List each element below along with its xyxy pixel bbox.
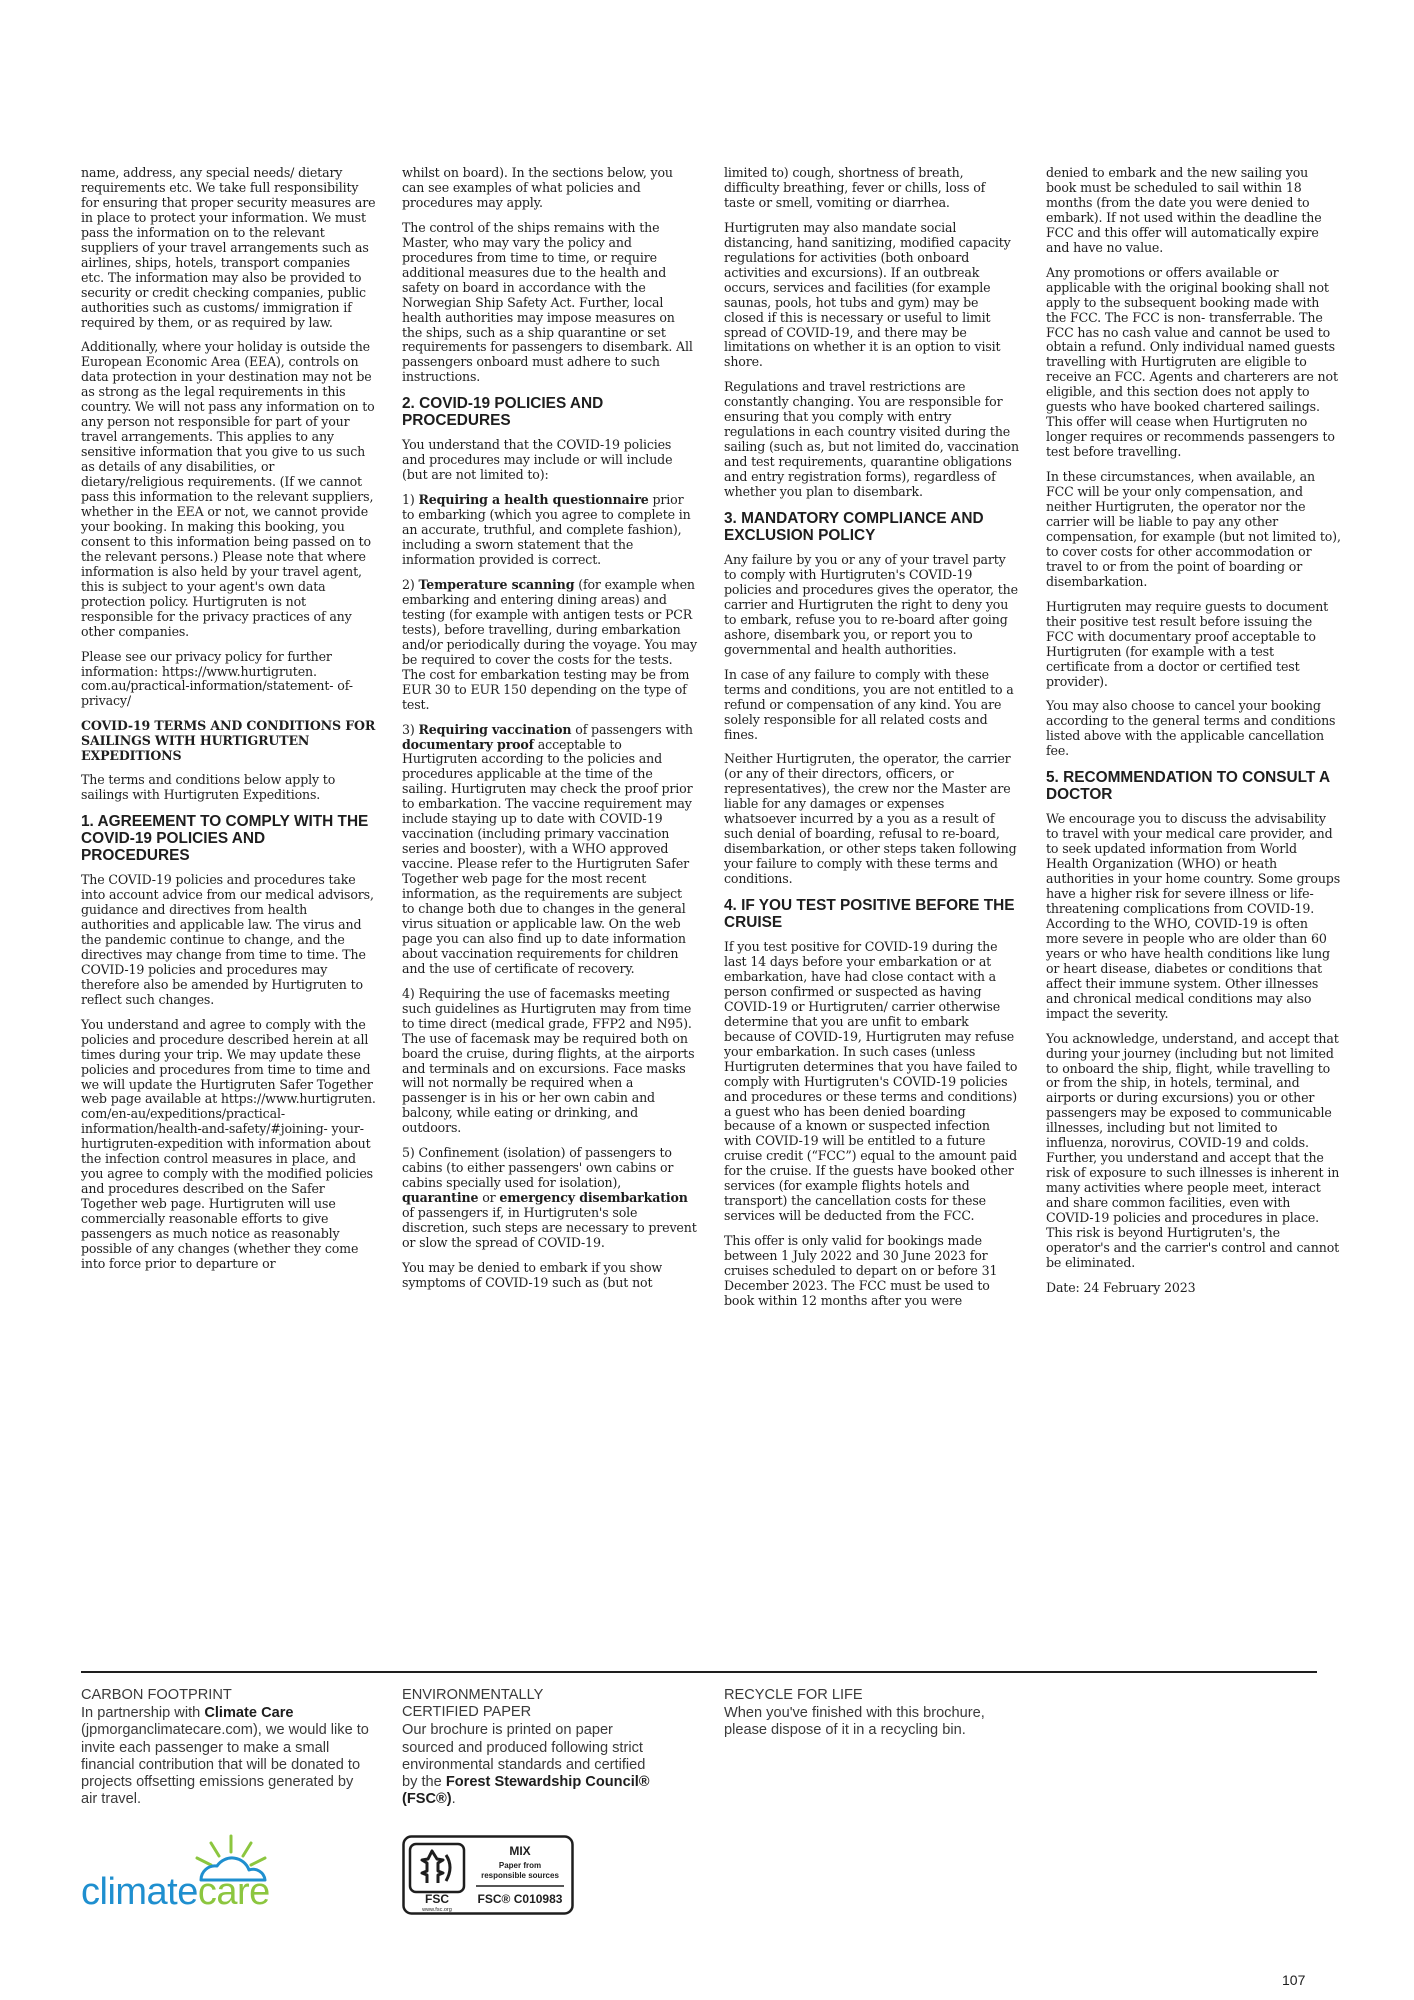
footer-text: In partnership with Climate Care (jpmorganclimatecare.com), we would like to invite each passenger to make a small financial contribution that will be donated to projects offsetting emissions generated by air travel. [81, 1705, 369, 1808]
list-item: 1) Requiring a health questionnaire prior to embarking (which you agree to complete in an accurate, truthful, and complete fashion), including a sworn statement that the information provided is correct. [402, 492, 691, 568]
svg-text:FSC: FSC [425, 1892, 449, 1906]
section-heading-1: 1. AGREEMENT TO COMPLY WITH THE COVID-19 POLICIES AND PROCEDURES [81, 813, 369, 865]
footer-heading: ENVIRONMENTALLY CERTIFIED PAPER [402, 1687, 544, 1721]
paragraph: Additionally, where your holiday is outside the European Economic Area (EEA), controls on data protection in your destination may not be as strong as the legal requirements in this country. We will not pass any information on to any person not responsible for part of your travel arrangements. This applies to any sensitive information that you give to us such as details of any disabilities, or dietary/religious requirements. (If we cannot pass this information to the relevant suppliers, whether in the EEA or not, we cannot provide your booking. In making this booking, you consent to this information being passed on to the relevant persons.) Please note that where information is also held by your travel agent, this is subject to your agent's own data protection policy. Hurtigruten is not responsible for the privacy practices of any other companies. [81, 339, 375, 639]
list-item: 3) Requiring vaccination of passengers with documentary proof acceptable to Hurtigruten according to the policies and procedures applicable at the time of the sailing. Hurtigruten may check the proof prior to embarkation. The vaccine requirement may include staying up to date with COVID-19 vaccination (including primary vaccination series and booster), with a WHO approved vaccine. Please refer to the Hurtigruten Safer Together web page for the most recent information, as the requirements are subject to change both due to changes in the general virus situation or applicable law. On the web page you can also find up to date information about vaccination requirements for children and the use of certificate of recovery. [402, 721, 693, 976]
footer-heading: CARBON FOOTPRINT [81, 1687, 232, 1703]
page-number: 107 [1282, 1972, 1306, 1988]
svg-text:climatecare: climatecare [81, 1871, 270, 1913]
section-heading-4: 4. IF YOU TEST POSITIVE BEFORE THE CRUISE [724, 897, 1015, 932]
section-heading-2: 2. COVID-19 POLICIES AND PROCEDURES [402, 395, 604, 430]
paragraph: Hurtigruten may require guests to document their positive test result before issuing the FCC with documentary proof acceptable to Hurtigruten (for example with a test certificate from a doctor or certified test provider). [1046, 598, 1329, 689]
section-heading-3: 3. MANDATORY COMPLIANCE AND EXCLUSION POLICY [724, 510, 984, 545]
svg-text:responsible sources: responsible sources [481, 1871, 559, 1880]
paragraph: Hurtigruten may also mandate social distancing, hand sanitizing, modified capacity regulations for activities (both onboard activities and excursions). If an outbreak occurs, services and facilities (for example saunas, pools, hot tubs and gym) may be closed if this is necessary or useful to limit spread of COVID-19, and there may be limitations on whether it is an option to visit shore. [724, 219, 1011, 370]
column-3 [724, 166, 1019, 1319]
paragraph: whilst on board). In the sections below, you can see examples of what policies and procedures may apply. [402, 165, 673, 210]
paragraph: limited to) cough, shortness of breath, difficulty breathing, fever or chills, loss of taste or smell, vomiting or diarrhea. [724, 165, 986, 210]
paragraph: Regulations and travel restrictions are constantly changing. You are responsible for ensuring that you comply with entry regulations in each country visited during the sailing (such as, but not limited do, vaccination and test requirements, quarantine obligations and entry registration forms), regardless of whether you plan to disembark. [724, 379, 1019, 500]
svg-text:Paper from: Paper from [498, 1861, 542, 1870]
paragraph: You may also choose to cancel your booking according to the general terms and conditions listed above with the applicable cancellation fee. [1046, 698, 1336, 759]
fsc-logo [402, 1835, 574, 1915]
svg-text:MIX: MIX [509, 1844, 531, 1858]
footer-text: Our brochure is printed on paper sourced and produced following strict environmental standards and certified by the Forest Stewardship Council® (FSC®). [402, 1722, 650, 1808]
footer-carbon-footprint [81, 1687, 371, 1808]
paragraph: Please see our privacy policy for further information: https://www.hurtigruten. com.au/practical-information/statement- of-privacy/ [81, 648, 353, 709]
paragraph: In case of any failure to comply with these terms and conditions, you are not entitled to a refund or compensation of any kind. You are solely responsible for all related costs and fines. [724, 666, 1014, 742]
paragraph: This offer is only valid for bookings made between 1 July 2022 and 30 June 2023 for cruises scheduled to depart on or before 31 December 2023. The FCC must be used to book within 12 months after you were [724, 1233, 998, 1308]
paragraph: The COVID-19 policies and procedures take into account advice from our medical advisors, guidance and directives from health authorities and applicable law. The virus and the pandemic continue to change, and the directives may change from time to time. The COVID-19 policies and procedures may therefore also be amended by Hurtigruten to reflect such changes. [81, 872, 374, 1007]
paragraph: You may be denied to embark if you show symptoms of COVID-19 such as (but not [402, 1259, 663, 1290]
footer-certified-paper [402, 1687, 692, 1808]
list-item: 4) Requiring the use of facemasks meeting such guidelines as Hurtigruten may from time to time direct (medical grade, FFP2 and N95). The use of facemask may be required both on board the cruise, during flights, at the airports and terminals and on excursions. Face masks will not normally be required when a passenger is in his or her own cabin and balcony, while eating or drinking, and outdoors. [402, 985, 695, 1136]
paragraph: You acknowledge, understand, and accept that during your journey (including but not limited to onboard the ship, flight, while travelling to or from the ship, in hotels, terminal, and airports or during excursions) you or other passengers may be exposed to communicable illnesses, including but not limited to influenza, norovirus, COVID-19 and colds. Further, you understand and accept that the risk of exposure to such illnesses is inherent in many activities where people meet, interact and share common facilities, even with COVID-19 policies and procedures in place. This risk is beyond Hurtigruten's, the operator's and the carrier's control and cannot be eliminated. [1046, 1030, 1340, 1270]
section-heading-covid-terms: COVID-19 TERMS AND CONDITIONS FOR SAILINGS WITH HURTIGRUTEN EXPEDITIONS [81, 718, 376, 764]
document-date: Date: 24 February 2023 [1046, 1279, 1196, 1295]
paragraph: In these circumstances, when available, an FCC will be your only compensation, and neither Hurtigruten, the operator nor the carrier will be liable to pay any other compensation, for example (but not limited to), to cover costs for other accommodation or travel to or from the point of boarding or disembarkation. [1046, 469, 1341, 589]
svg-text:FSC® C010983: FSC® C010983 [477, 1892, 563, 1906]
paragraph: We encourage you to discuss the advisability to travel with your medical care provider, and to seek updated information from World Health Organization (WHO) or heath authorities in your home country. Some groups have a higher risk for severe illness or life-threatening complications from COVID-19. According to the WHO, COVID-19 is often more severe in people who are older than 60 years or who have health conditions like lung or heart disease, diabetes or conditions that affect their immune system. Other illnesses and chronical medical conditions may also impact the severity. [1046, 811, 1341, 1021]
paragraph: You understand that the COVID-19 policies and procedures may include or will include (but are not limited to): [402, 437, 673, 483]
column-1 [81, 166, 376, 1282]
paragraph: Any failure by you or any of your travel party to comply with Hurtigruten's COVID-19 policies and procedures gives the operator, the carrier and Hurtigruten the right to deny you to embark, refuse you to re-board after going ashore, disembark you, or report you to governmental and health authorities. [724, 552, 1018, 657]
column-4 [1046, 166, 1341, 1306]
paragraph: You understand and agree to comply with the policies and procedure described herein at all times during your trip. We may update these policies and procedures from time to time and we will update the Hurtigruten Safer Together web page available at https://www.hurtigruten. com/en-au/expeditions/practical- information/health-and-safety/#joining- your-hurtigruten-expedition with information about the infection control measures in place, and you agree to comply with the modified policies and procedures described on the Safer Together web page. Hurtigruten will use commercially reasonable efforts to give passengers as much notice as reasonably possible of any changes (whether they come into force prior to departure or [81, 1016, 376, 1271]
footer-divider [81, 1671, 1317, 1673]
climatecare-logo [81, 1832, 301, 1914]
column-2 [402, 166, 697, 1301]
footer-recycle [724, 1687, 1014, 1740]
svg-text:www.fsc.org: www.fsc.org [422, 1907, 452, 1913]
paragraph: name, address, any special needs/ dietary requirements etc. We take full responsibility for ensuring that proper security measures are in place to protect your information. We must pass the information on to the relevant suppliers of your travel arrangements such as airlines, ships, hotels, transport companies etc. The information may also be provided to security or credit checking companies, public authorities such as customs/ immigration if required by them, or as required by law. [81, 165, 376, 330]
paragraph: Neither Hurtigruten, the operator, the carrier (or any of their directors, officers, or representatives), the crew nor the Master are liable for any damages or expenses whatsoever incurred by a you as a result of such denial of boarding, refusal to re-board, disembarkation, or other steps taken following your failure to comply with these terms and conditions. [724, 751, 1017, 887]
paragraph: Any promotions or offers available or applicable with the original booking shall not apply to the subsequent booking made with the FCC. The FCC is non- transferrable. The FCC has no cash value and cannot be used to obtain a refund. Only individual named guests travelling with Hurtigruten are eligible to receive an FCC. Agents and charterers are not eligible, and this section does not apply to guests who have booked chartered sailings. This offer will cease when Hurtigruten no longer requires or recommends passengers to test before travelling. [1046, 264, 1338, 460]
paragraph: The control of the ships remains with the Master, who may vary the policy and procedures from time to time, or require additional measures due to the health and safety on board in accordance with the Norwegian Ship Safety Act. Further, local health authorities may impose measures on the ships, such as a ship quarantine or set requirements for passengers to disembark. All passengers onboard must adhere to such instructions. [402, 219, 693, 385]
paragraph: If you test positive for COVID-19 during the last 14 days before your embarkation or at embarkation, have had close contact with a person confirmed or suspected as having COVID-19 or Hurtigruten/ carrier otherwise determine that you are unfit to embark because of COVID-19, Hurtigruten may refuse your embarkation. In such cases (unless Hurtigruten determines that you have failed to comply with Hurtigruten's COVID-19 policies and procedures or these terms and conditions) a guest who has been denied boarding because of a known or suspected infection with COVID-19 will be entitled to a future cruise credit (“FCC”) equal to the amount paid for the cruise. If the guests have booked other services (for example flights hotels and transport) the cancellation costs for these services will be deducted from the FCC. [724, 939, 1018, 1224]
footer-heading: RECYCLE FOR LIFE [724, 1687, 863, 1703]
list-item: 5) Confinement (isolation) of passengers to cabins (to either passengers' own cabins or cabins specially used for isolation), quarantine or emergency disembarkation of passengers if, in Hurtigruten's sole discretion, such steps are necessary to prevent or slow the spread of COVID-19. [402, 1145, 697, 1250]
paragraph: The terms and conditions below apply to sailings with Hurtigruten Expeditions. [81, 772, 336, 803]
footer-text: When you've finished with this brochure, please dispose of it in a recycling bin. [724, 1705, 985, 1739]
list-item: 2) Temperature scanning (for example when embarking and entering dining areas) and testing (for example with antigen tests or PCR tests), before travelling, during embarkation and/or periodically during the voyage. You may be required to cover the costs for the tests. The cost for embarkation testing may be from EUR 30 to EUR 150 depending on the type of test. [402, 576, 697, 712]
paragraph: denied to embark and the new sailing you book must be scheduled to sail within 18 months (from the date you were denied to embark). If not used within the deadline the FCC and this offer will automatically expire and have no value. [1046, 165, 1322, 255]
section-heading-5: 5. RECOMMENDATION TO CONSULT A DOCTOR [1046, 769, 1330, 804]
